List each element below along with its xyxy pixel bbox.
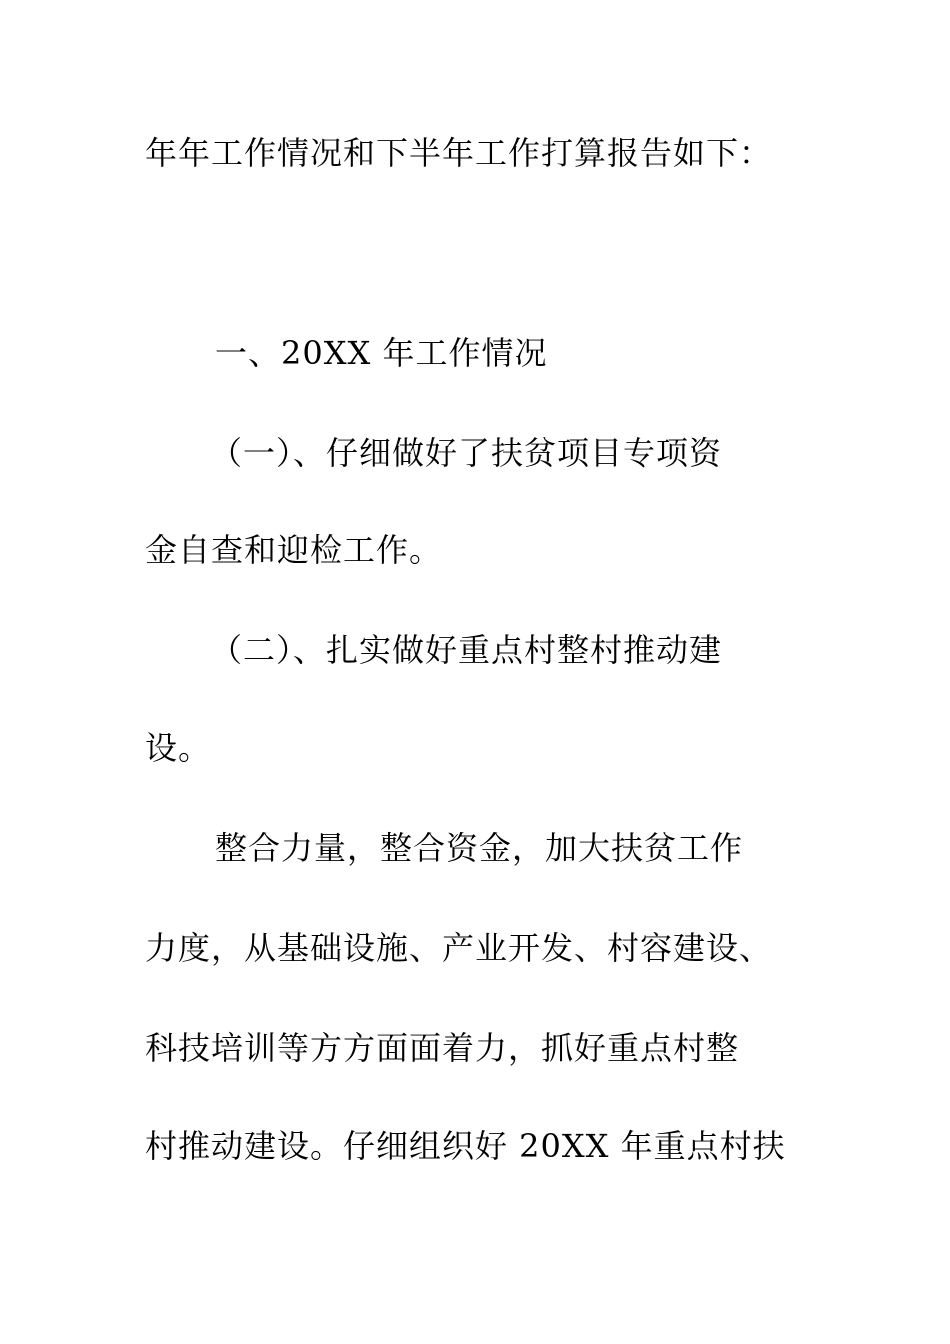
subsection-heading-1-line-1: （一）、仔细做好了扶贫项目专项资 <box>210 434 723 472</box>
subsection-heading-1-line-2: 金自查和迎检工作。 <box>145 531 443 569</box>
body-paragraph-line-2: 力度，从基础设施、产业开发、村容建设、 <box>145 929 773 967</box>
body-paragraph-line-1: 整合力量，整合资金，加大扶贫工作 <box>215 829 744 867</box>
body-paragraph-line-4: 村推动建设。仔细组织好 20XX 年重点村扶 <box>145 1127 786 1165</box>
subsection-heading-2-line-2: 设。 <box>145 729 212 767</box>
section-heading: 一、20XX 年工作情况 <box>215 334 548 372</box>
paragraph-line-intro: 年年工作情况和下半年工作打算报告如下： <box>145 134 773 172</box>
subsection-heading-2-line-1: （二）、扎实做好重点村整村推动建 <box>210 631 723 669</box>
body-paragraph-line-3: 科技培训等方方面面着力，抓好重点村整 <box>145 1029 740 1067</box>
